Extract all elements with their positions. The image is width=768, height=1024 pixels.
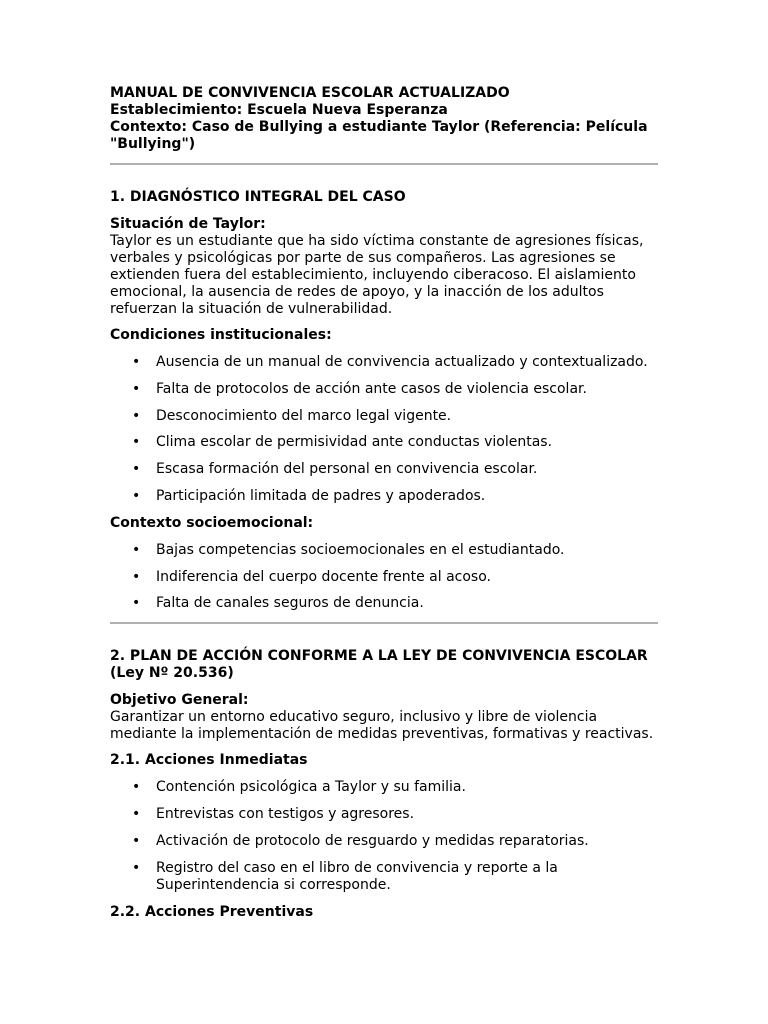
immediate-title: 2.1. Acciones Inmediatas xyxy=(110,752,308,769)
list-item: • Contención psicológica a Taylor y su familia. xyxy=(110,779,658,796)
immediate-list xyxy=(110,779,658,893)
list-item: • Registro del caso en el libro de convivencia y reporte a la Superintendencia si corresponde. xyxy=(110,860,658,894)
list-item: • Activación de protocolo de resguardo y medidas reparatorias. xyxy=(110,833,658,850)
preventive-title: 2.2. Acciones Preventivas xyxy=(110,903,314,920)
establishment-line: Establecimiento: Escuela Nueva Esperanza xyxy=(110,102,448,118)
institutional-list xyxy=(110,354,658,505)
list-item: • Desconocimiento del marco legal vigente. xyxy=(110,408,658,425)
socio-title: Contexto socioemocional: xyxy=(110,514,314,531)
list-item: • Participación limitada de padres y apoderados. xyxy=(110,488,658,505)
section1-heading: 1. DIAGNÓSTICO INTEGRAL DEL CASO xyxy=(110,189,406,205)
objective-title: Objetivo General: xyxy=(110,692,249,709)
section-divider xyxy=(110,163,658,165)
section-plan xyxy=(110,648,658,920)
situation-title: Situación de Taylor: xyxy=(110,216,266,232)
objective-block xyxy=(110,692,658,743)
list-item: • Escasa formación del personal en convivencia escolar. xyxy=(110,461,658,478)
list-item: • Bajas competencias socioemocionales en el estudiantado. xyxy=(110,542,658,559)
document-header xyxy=(110,85,658,153)
document-title: MANUAL DE CONVIVENCIA ESCOLAR ACTUALIZADO xyxy=(110,85,510,101)
list-item: • Falta de canales seguros de denuncia. xyxy=(110,595,658,612)
list-item: • Ausencia de un manual de convivencia actualizado y contextualizado. xyxy=(110,354,658,371)
socio-list xyxy=(110,542,658,613)
institutional-title: Condiciones institucionales: xyxy=(110,327,332,343)
section2-heading: 2. PLAN DE ACCIÓN CONFORME A LA LEY DE CONVIVENCIA ESCOLAR (Ley Nº 20.536) xyxy=(110,648,648,682)
list-item: • Falta de protocolos de acción ante casos de violencia escolar. xyxy=(110,381,658,398)
situation-text: Taylor es un estudiante que ha sido víctima constante de agresiones físicas, verbales y psicológicas por parte de sus compañeros. Las agresiones se extienden fuera del establecimiento, incluyendo ciberacoso. El aislamiento emocional, la ausencia de redes de apoyo, y la inacción de los adultos refuerzan la situación de vulnerabilidad. xyxy=(110,233,644,317)
list-item: • Clima escolar de permisividad ante conductas violentas. xyxy=(110,434,658,451)
document-page xyxy=(110,85,658,921)
objective-text: Garantizar un entorno educativo seguro, inclusivo y libre de violencia mediante la implementación de medidas preventivas, formativas y reactivas. xyxy=(110,709,654,743)
section-diagnostico xyxy=(110,189,658,612)
section-divider xyxy=(110,622,658,624)
list-item: • Indiferencia del cuerpo docente frente al acoso. xyxy=(110,569,658,586)
list-item: • Entrevistas con testigos y agresores. xyxy=(110,806,658,823)
context-line: Contexto: Caso de Bullying a estudiante Taylor (Referencia: Película "Bullying") xyxy=(110,119,648,152)
situation-block xyxy=(110,216,658,318)
